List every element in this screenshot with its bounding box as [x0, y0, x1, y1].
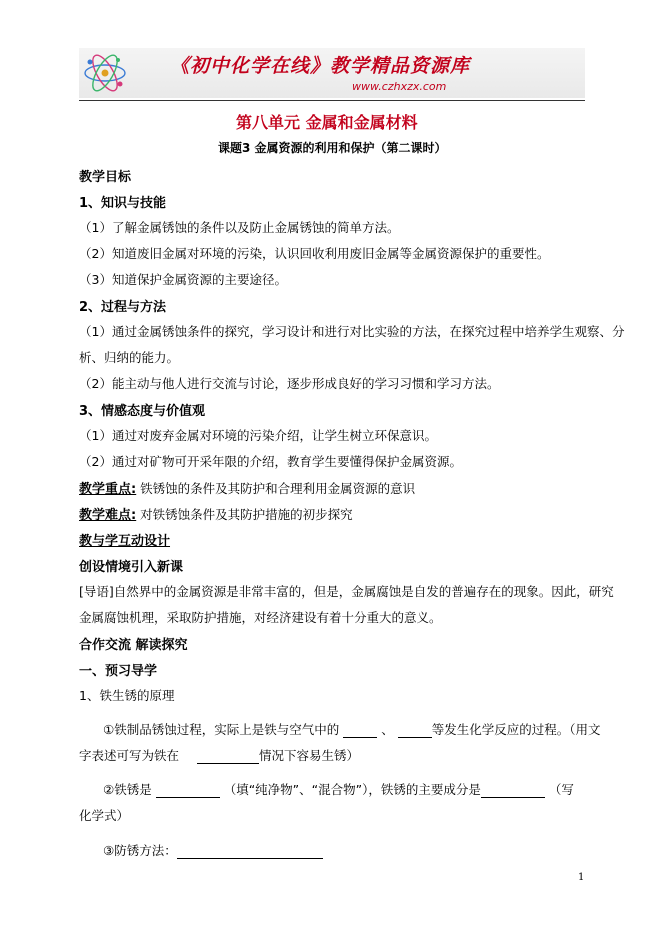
answer-blank[interactable] — [481, 784, 545, 798]
question-1-separator: 、 — [381, 722, 394, 737]
knowledge-item: （2）知道废旧金属对环境的污染，认识回收利用废旧金属等金属资源保护的重要性。 — [79, 246, 550, 261]
question-1 — [103, 720, 600, 738]
interaction-heading: 教与学互动设计 — [79, 534, 171, 549]
question-3-label: ③防锈方法： — [103, 843, 177, 858]
section-attitude-heading: 3、情感态度与价值观 — [79, 404, 206, 419]
difficult-point-label: 教学难点: — [79, 508, 137, 523]
question-1-line-2 — [79, 746, 359, 764]
process-item: （2）能主动与他人进行交流与讨论，逐步形成良好的学习习惯和学习方法。 — [79, 376, 500, 391]
cooperation-heading: 合作交流 解读探究 — [79, 638, 188, 653]
question-1-line-2-end: 情况下容易生锈） — [259, 748, 360, 763]
rust-principle-heading: 1、铁生锈的原理 — [79, 688, 175, 703]
knowledge-item: （1）了解金属锈蚀的条件以及防止金属锈蚀的简单方法。 — [79, 220, 400, 235]
attitude-item: （1）通过对废弃金属对环境的污染介绍，让学生树立环保意识。 — [79, 428, 437, 443]
key-point-text: 铁锈蚀的条件及其防护和合理利用金属资源的意识 — [136, 481, 416, 496]
question-2-line-2: 化学式） — [79, 808, 130, 823]
difficult-point — [79, 504, 353, 523]
question-2-text-mid: （填“纯净物”、“混合物”），铁锈的主要成分是 — [223, 782, 481, 797]
question-3 — [103, 841, 323, 859]
page-number: 1 — [578, 872, 585, 883]
key-point-label: 教学重点: — [79, 482, 137, 497]
banner-title: 《初中化学在线》教学精品资源库 — [170, 55, 471, 77]
difficult-point-text: 对铁锈蚀条件及其防护措施的初步探究 — [136, 507, 353, 522]
process-item-continued: 析、归纳的能力。 — [79, 350, 180, 365]
scenario-heading: 创设情境引入新课 — [79, 560, 184, 575]
question-2-text: ②铁锈是 — [103, 782, 152, 797]
preview-heading: 一、预习导学 — [79, 664, 158, 679]
intro-paragraph-continued: 金属腐蚀机理，采取防护措施，对经济建设有着十分重大的意义。 — [79, 610, 442, 625]
process-item: （1）通过金属锈蚀条件的探究，学习设计和进行对比实验的方法，在探究过程中培养学生观察、分 — [79, 324, 625, 339]
question-1-line-2-text: 字表述可写为铁在 — [79, 748, 180, 763]
answer-blank[interactable] — [197, 750, 259, 764]
question-1-text: ①铁制品锈蚀过程，实际上是铁与空气中的 — [103, 722, 340, 737]
answer-blank[interactable] — [398, 724, 432, 738]
unit-title: 第八单元 金属和金属材料 — [236, 113, 418, 132]
teaching-goals-heading: 教学目标 — [79, 170, 132, 185]
answer-blank[interactable] — [343, 724, 377, 738]
knowledge-item: （3）知道保护金属资源的主要途径。 — [79, 272, 287, 287]
question-1-text-end: 等发生化学反应的过程。（用文 — [431, 722, 601, 737]
section-process-heading: 2、过程与方法 — [79, 300, 167, 315]
answer-blank[interactable] — [177, 845, 323, 859]
question-2 — [103, 780, 574, 798]
lesson-title: 课题3 金属资源的利用和保护（第二课时） — [218, 141, 447, 155]
intro-paragraph: [导语]自然界中的金属资源是非常丰富的，但是，金属腐蚀是自发的普遍存在的现象。因此，研究 — [79, 584, 614, 599]
question-2-text-end: （写 — [548, 782, 574, 797]
attitude-item: （2）通过对矿物可开采年限的介绍，教育学生要懂得保护金属资源。 — [79, 454, 462, 469]
key-point — [79, 478, 415, 497]
answer-blank[interactable] — [156, 784, 220, 798]
banner-url: www.czhxzx.com — [352, 80, 447, 93]
section-knowledge-heading: 1、知识与技能 — [79, 196, 167, 211]
header-divider — [79, 100, 585, 101]
molecule-logo-icon — [82, 52, 128, 94]
